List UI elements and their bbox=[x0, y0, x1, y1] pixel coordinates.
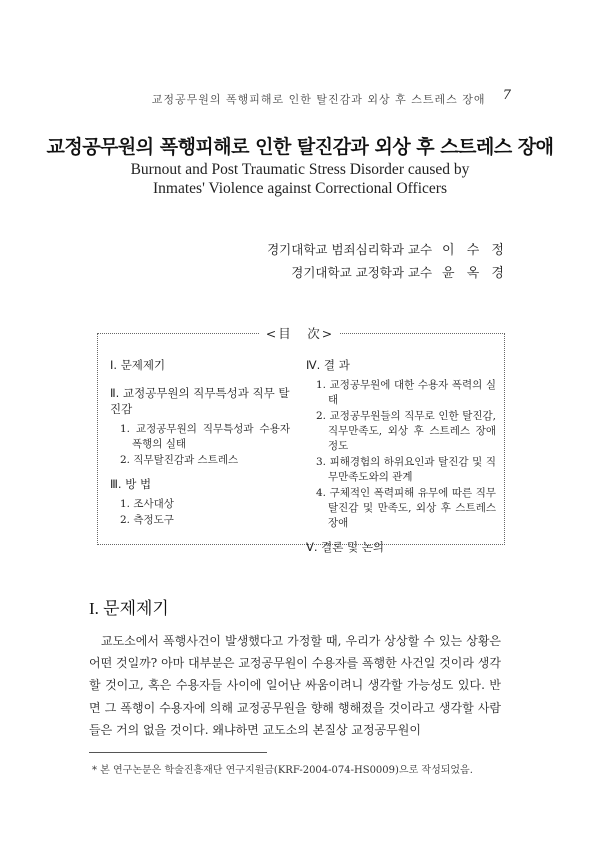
running-head-text: 교정공무원의 폭행피해로 인한 탈진감과 외상 후 스트레스 장애 bbox=[151, 93, 486, 106]
footnote-divider bbox=[89, 752, 267, 753]
toc-section-5: Ⅴ. 결론 및 논의 bbox=[306, 540, 385, 554]
toc-left-column bbox=[110, 357, 290, 529]
toc-item-3-2: 2. 측정도구 bbox=[120, 514, 174, 526]
toc-section-3: Ⅲ. 방 법 bbox=[110, 477, 152, 491]
toc-item-4-3: 3. 피해경험의 하위요인과 탈진감 및 직무만족도와의 관계 bbox=[316, 456, 496, 483]
toc-item-2-2: 2. 직무탈진감과 스트레스 bbox=[120, 454, 239, 466]
toc-item-4-4: 4. 구체적인 폭력피해 유무에 따른 직무탈진감 및 만족도, 외상 후 스트레스 장애 bbox=[316, 487, 496, 529]
body-paragraph: 교도소에서 폭행사건이 발생했다고 가정할 때, 우리가 상상할 수 있는 상황은 어떤 것일까? 아마 대부분은 교정공무원이 수용자를 폭행한 사건일 것이라 생각할 것이고, 혹은 수용자들 사이에 일어난 싸움이려니 생각할 가능성도 있다. 반면 그 폭행이 수용자에 의해 교정공무원을 향해 행해졌을 것이라고 생각할 사람들은 거의 없을 것이다. 왜냐하면 교도소의 본질상 교정공무원이 bbox=[89, 634, 501, 737]
title-english-line-2: Inmates' Violence against Correctional Officers bbox=[153, 180, 447, 197]
toc-right-column bbox=[306, 357, 496, 560]
toc-section-1: Ⅰ. 문제제기 bbox=[110, 358, 166, 372]
author-2 bbox=[291, 262, 508, 281]
running-head bbox=[152, 91, 512, 107]
toc-item-4-2: 2. 교정공무원들의 직무로 인한 탈진감, 직무만족도, 외상 후 스트레스 장애 정도 bbox=[316, 410, 496, 452]
title-english-line-1: Burnout and Post Traumatic Stress Disorder caused by bbox=[130, 161, 470, 178]
author-1-affiliation: 경기대학교 범죄심리학과 교수 bbox=[267, 242, 433, 257]
section-heading: I. 문제제기 bbox=[89, 599, 169, 618]
toc-item-2-1: 1. 교정공무원의 직무특성과 수용자 폭행의 실태 bbox=[120, 423, 290, 450]
toc-title bbox=[0, 324, 600, 342]
author-2-affiliation: 경기대학교 교정학과 교수 bbox=[291, 265, 433, 280]
toc-section-2: Ⅱ. 교정공무원의 직무특성과 직무 탈진감 bbox=[110, 386, 290, 416]
author-2-name: 윤 옥 경 bbox=[442, 266, 508, 281]
author-1 bbox=[267, 239, 508, 258]
page-number: 7 bbox=[502, 88, 511, 103]
toc-item-4-1: 1. 교정공무원에 대한 수용자 폭력의 실태 bbox=[316, 379, 496, 406]
footnote: * 본 연구논문은 학술진흥재단 연구지원금(KRF-2004-074-HS0009)으로 작성되었음. bbox=[92, 765, 473, 776]
toc-item-3-1: 1. 조사대상 bbox=[120, 498, 174, 510]
toc-title-text: <目 次> bbox=[260, 326, 340, 341]
toc-section-4: Ⅳ. 결 과 bbox=[306, 358, 350, 372]
author-1-name: 이 수 정 bbox=[442, 243, 508, 258]
title-korean: 교정공무원의 폭행피해로 인한 탈진감과 외상 후 스트레스 장애 bbox=[46, 136, 554, 158]
